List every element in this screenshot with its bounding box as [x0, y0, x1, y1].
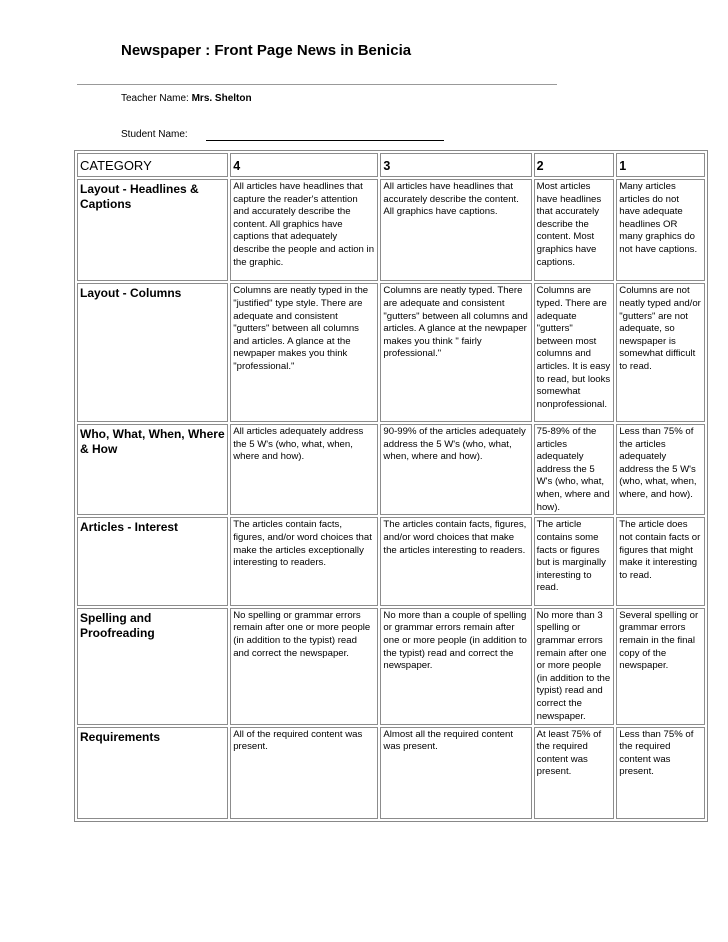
header-score-4: 4 — [230, 153, 378, 177]
table-cell: 90-99% of the articles adequately address the 5 W's (who, what, when, where and how). — [380, 424, 531, 516]
table-cell: No more than 3 spelling or grammar errors remain after one or more people (in addition to the typist) read and correct the newspaper. — [534, 608, 615, 725]
row-category: Spelling and Proofreading — [77, 608, 228, 725]
table-cell: No spelling or grammar errors remain after one or more people (in addition to the typist) read and correct the newspaper. — [230, 608, 378, 725]
student-name-blank — [206, 140, 444, 141]
row-category: Layout - Headlines & Captions — [77, 179, 228, 281]
teacher-name-line — [121, 93, 252, 104]
table-cell: No more than a couple of spelling or grammar errors remain after one or more people (in addition to the typist) read and correct the newspaper. — [380, 608, 531, 725]
table-cell: Columns are neatly typed in the "justified" type style. There are adequate and consistent "gutters" between all columns and articles. A glance at the newpaper makes you think "professional." — [230, 283, 378, 422]
header-score-3: 3 — [380, 153, 531, 177]
row-category: Who, What, When, Where & How — [77, 424, 228, 516]
row-category: Requirements — [77, 727, 228, 819]
table-row — [77, 727, 705, 819]
table-cell: Several spelling or grammar errors remain in the final copy of the newspaper. — [616, 608, 705, 725]
row-category: Layout - Columns — [77, 283, 228, 422]
table-cell: Most articles have headlines that accurately describe the content. Most graphics have captions. — [534, 179, 615, 281]
table-cell: Less than 75% of the required content was present. — [616, 727, 705, 819]
teacher-label: Teacher Name: — [121, 93, 192, 104]
table-row — [77, 179, 705, 281]
table-cell: Less than 75% of the articles adequately address the 5 W's (who, what, when, where, and how). — [616, 424, 705, 516]
student-label: Student Name: — [121, 129, 188, 140]
table-cell: Columns are neatly typed. There are adequate and consistent "gutters" between all columns and articles. A glance at the newpaper makes you think " fairly professional." — [380, 283, 531, 422]
table-cell: All articles adequately address the 5 W's (who, what, when, where and how). — [230, 424, 378, 516]
table-cell: The article contains some facts or figures but is marginally interesting to read. — [534, 517, 615, 605]
header-score-1: 1 — [616, 153, 705, 177]
table-cell: The articles contain facts, figures, and/or word choices that make the articles exceptionally interesting to readers. — [230, 517, 378, 605]
table-cell: Almost all the required content was present. — [380, 727, 531, 819]
table-cell: The article does not contain facts or figures that might make it interesting to read. — [616, 517, 705, 605]
row-category: Articles - Interest — [77, 517, 228, 605]
table-cell: 75-89% of the articles adequately address the 5 W's (who, what, when, where and how). — [534, 424, 615, 516]
table-cell: Columns are not neatly typed and/or "gutters" are not adequate, so newspaper is somewhat difficult to read. — [616, 283, 705, 422]
table-row — [77, 283, 705, 422]
table-row — [77, 608, 705, 725]
table-cell: The articles contain facts, figures, and/or word choices that make the articles interesting to readers. — [380, 517, 531, 605]
teacher-name: Mrs. Shelton — [191, 93, 252, 104]
table-cell: Many articles articles do not have adequate headlines OR many graphics do not have captions. — [616, 179, 705, 281]
table-row — [77, 424, 705, 516]
table-cell: At least 75% of the required content was present. — [534, 727, 615, 819]
table-cell: All of the required content was present. — [230, 727, 378, 819]
page-title: Newspaper : Front Page News in Benicia — [121, 42, 412, 59]
header-category: CATEGORY — [77, 153, 228, 177]
table-row — [77, 517, 705, 605]
table-cell: All articles have headlines that capture the reader's attention and accurately describe the content. All graphics have captions that adequately describe the people and action in the graphic. — [230, 179, 378, 281]
table-cell: All articles have headlines that accurately describe the content. All graphics have captions. — [380, 179, 531, 281]
title-divider — [77, 84, 557, 85]
table-header-row — [77, 153, 705, 177]
table-cell: Columns are typed. There are adequate "gutters" between most columns and articles. It is easy to read, but looks somewhat nonprofessional. — [534, 283, 615, 422]
header-score-2: 2 — [534, 153, 615, 177]
rubric-table — [74, 150, 708, 822]
